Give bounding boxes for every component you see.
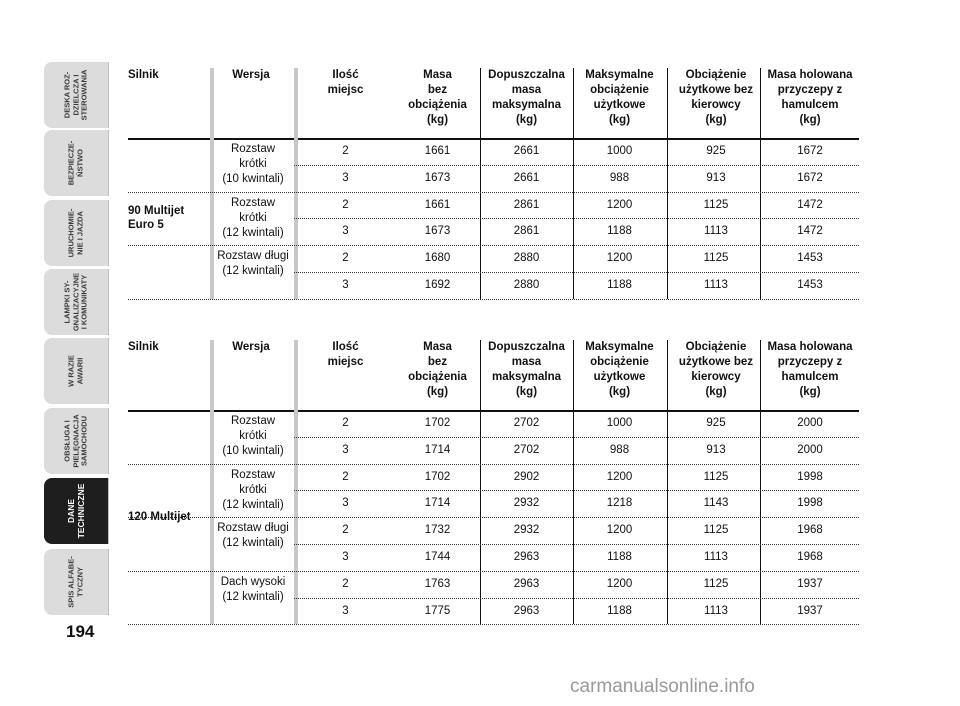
watermark: carmanualsonline.info <box>570 676 755 697</box>
data-cell: 2661 <box>513 171 540 184</box>
column-header: Masa bez obciążenia (kg) <box>408 69 467 126</box>
row-rule <box>128 624 859 625</box>
data-cell: 1702 <box>424 470 451 483</box>
data-cell: 2932 <box>513 497 540 510</box>
column-header: Wersja <box>232 69 270 81</box>
data-cell: 1998 <box>797 497 823 510</box>
chapter-tab[interactable] <box>44 269 109 335</box>
data-cell: 1673 <box>424 225 451 238</box>
data-cell: 2 <box>342 252 349 265</box>
data-cell: 1775 <box>424 604 451 617</box>
chapter-tab[interactable] <box>44 338 109 404</box>
data-cell: 1188 <box>607 551 632 563</box>
version-cell: Rozstaw krótki (12 kwintali) <box>222 468 284 511</box>
column-header: Dopuszczalna masa maksymalna (kg) <box>488 341 565 398</box>
data-cell: 2 <box>342 577 349 590</box>
data-cell: 1188 <box>607 279 632 291</box>
data-cell: 2880 <box>513 279 540 291</box>
chapter-tab-label: BEZPIECZE- ŃSTWO <box>66 140 84 186</box>
data-cell: 2 <box>342 524 349 537</box>
data-cell: 2963 <box>513 551 540 563</box>
row-rule <box>128 464 859 465</box>
data-cell: 2702 <box>513 443 540 456</box>
column-header: Maksymalne obciążenie użytkowe (kg) <box>585 69 654 126</box>
data-cell: 1113 <box>704 604 728 617</box>
engine-name: 120 Multijet <box>128 511 191 524</box>
header-rule <box>128 138 859 140</box>
data-cell: 1200 <box>606 524 633 537</box>
data-cell: 1680 <box>424 252 451 265</box>
data-cell: 2000 <box>797 417 823 429</box>
column-header: Obciążenie użytkowe bez kierowcy (kg) <box>678 69 754 126</box>
weights-table-120-multijet <box>128 340 859 624</box>
column-header: Wersja <box>232 341 270 353</box>
data-cell: 3 <box>342 551 349 563</box>
data-cell: 1472 <box>797 198 823 211</box>
data-cell: 1673 <box>424 171 451 184</box>
data-cell: 1200 <box>606 252 633 265</box>
data-cell: 2861 <box>513 225 540 238</box>
chapter-tab-label: SPIS ALFABE- TYCZNY <box>66 556 84 608</box>
row-rule <box>294 490 859 491</box>
version-cell: Dach wysoki (12 kwintali) <box>220 575 286 603</box>
data-cell: 925 <box>706 417 726 429</box>
version-cell: Rozstaw długi (12 kwintali) <box>217 250 289 278</box>
data-cell: 1143 <box>703 497 729 510</box>
row-rule <box>294 598 859 599</box>
data-cell: 1453 <box>797 252 823 265</box>
column-header: Obciążenie użytkowe bez kierowcy (kg) <box>678 341 754 398</box>
data-cell: 1692 <box>424 279 451 291</box>
data-cell: 1113 <box>704 551 728 563</box>
row-rule <box>128 571 859 572</box>
header-rule <box>128 410 859 412</box>
data-cell: 2 <box>342 145 349 157</box>
data-cell: 1125 <box>703 252 729 265</box>
data-cell: 1714 <box>424 443 451 456</box>
data-cell: 2000 <box>797 443 823 456</box>
data-cell: 1998 <box>797 470 823 483</box>
data-cell: 2880 <box>513 252 540 265</box>
data-cell: 1937 <box>797 604 823 617</box>
row-rule <box>294 437 859 438</box>
column-header: Masa holowana przyczepy z hamulcem (kg) <box>767 69 853 126</box>
data-cell: 1113 <box>704 279 728 291</box>
data-cell: 913 <box>706 443 726 456</box>
data-cell: 1732 <box>424 524 451 537</box>
row-rule <box>294 272 859 273</box>
chapter-tab[interactable] <box>44 408 109 474</box>
data-cell: 2861 <box>513 198 540 211</box>
data-cell: 3 <box>342 497 349 510</box>
column-header: Dopuszczalna masa maksymalna (kg) <box>488 69 565 126</box>
data-cell: 1661 <box>424 145 451 157</box>
column-header: Maksymalne obciążenie użytkowe (kg) <box>585 341 654 398</box>
chapter-tab-label: URUCHOMIE- NIE I JAZDA <box>66 208 84 258</box>
data-cell: 988 <box>609 443 630 456</box>
data-cell: 2702 <box>513 417 540 429</box>
data-cell: 1113 <box>704 225 728 238</box>
column-header: Ilość miejsc <box>327 341 364 368</box>
engine-name: 90 Multijet Euro 5 <box>128 205 185 232</box>
row-rule <box>128 192 859 193</box>
data-cell: 2 <box>342 417 349 429</box>
data-cell: 1200 <box>606 470 633 483</box>
chapter-tab[interactable] <box>44 549 109 615</box>
data-cell: 2963 <box>513 577 540 590</box>
data-cell: 3 <box>342 171 349 184</box>
data-cell: 1200 <box>606 577 633 590</box>
data-cell: 1125 <box>703 524 729 537</box>
data-cell: 1672 <box>797 171 823 184</box>
chapter-tab-label: DANE TECHNICZNE <box>66 483 86 539</box>
data-cell: 2 <box>342 470 349 483</box>
chapter-tab-label: LAMPKI SY- GNALIZACYJNE I KOMUNIKATY <box>62 272 89 332</box>
page-number: 194 <box>66 622 95 641</box>
data-cell: 2963 <box>513 604 540 617</box>
data-cell: 3 <box>342 225 349 238</box>
chapter-tab-label: DESKA ROZ- DZIELCZA I STEROWANIA <box>62 69 89 121</box>
data-cell: 1472 <box>797 225 823 238</box>
data-cell: 1000 <box>606 145 633 157</box>
column-header: Masa holowana przyczepy z hamulcem (kg) <box>767 341 853 398</box>
chapter-tab[interactable] <box>44 130 109 196</box>
column-header: Silnik <box>128 69 159 81</box>
data-cell: 913 <box>706 171 726 184</box>
data-cell: 1200 <box>606 198 633 211</box>
chapter-tab-label: W RAZIE AWARII <box>66 355 84 387</box>
data-cell: 1968 <box>797 524 823 537</box>
data-cell: 1125 <box>703 577 729 590</box>
data-cell: 3 <box>342 604 349 617</box>
data-cell: 2661 <box>513 145 540 157</box>
version-cell: Rozstaw krótki (10 kwintali) <box>222 415 284 457</box>
row-rule <box>128 299 859 300</box>
data-cell: 1125 <box>703 470 729 483</box>
row-rule <box>128 517 859 518</box>
version-cell: Rozstaw krótki (12 kwintali) <box>222 196 284 239</box>
data-cell: 988 <box>609 171 630 184</box>
column-header: Silnik <box>128 341 159 353</box>
chapter-tab[interactable] <box>44 62 109 128</box>
chapter-tabs <box>44 62 108 620</box>
data-cell: 1937 <box>797 577 823 590</box>
row-rule <box>294 218 859 219</box>
data-cell: 1714 <box>424 497 451 510</box>
data-cell: 1000 <box>606 417 633 429</box>
version-cell: Rozstaw długi (12 kwintali) <box>217 522 289 550</box>
data-cell: 925 <box>706 145 726 157</box>
chapter-tab[interactable] <box>44 478 109 544</box>
data-cell: 1453 <box>797 279 823 291</box>
data-cell: 1661 <box>424 198 451 211</box>
data-cell: 1218 <box>606 497 633 510</box>
row-rule <box>128 245 859 246</box>
data-cell: 1968 <box>797 551 823 563</box>
column-header: Masa bez obciążenia (kg) <box>408 341 467 398</box>
data-cell: 1672 <box>797 145 823 157</box>
data-cell: 1744 <box>424 551 451 563</box>
data-cell: 1188 <box>607 604 632 617</box>
chapter-tab-label: OBSŁUGA I PIELĘGNACJA SAMOCHODU <box>62 414 89 468</box>
data-cell: 2 <box>342 198 349 211</box>
data-cell: 3 <box>342 279 349 291</box>
data-cell: 3 <box>342 443 349 456</box>
weights-table-90-multijet <box>128 68 859 299</box>
data-cell: 1763 <box>424 577 451 590</box>
row-rule <box>294 165 859 166</box>
version-cell: Rozstaw krótki (10 kwintali) <box>222 143 284 185</box>
chapter-tab[interactable] <box>44 200 109 266</box>
column-header: Ilość miejsc <box>327 69 364 96</box>
data-cell: 2932 <box>513 524 540 537</box>
data-cell: 1702 <box>424 417 451 429</box>
data-cell: 1125 <box>703 198 729 211</box>
data-cell: 1188 <box>607 225 632 238</box>
data-cell: 2902 <box>513 470 540 483</box>
row-rule <box>294 544 859 545</box>
